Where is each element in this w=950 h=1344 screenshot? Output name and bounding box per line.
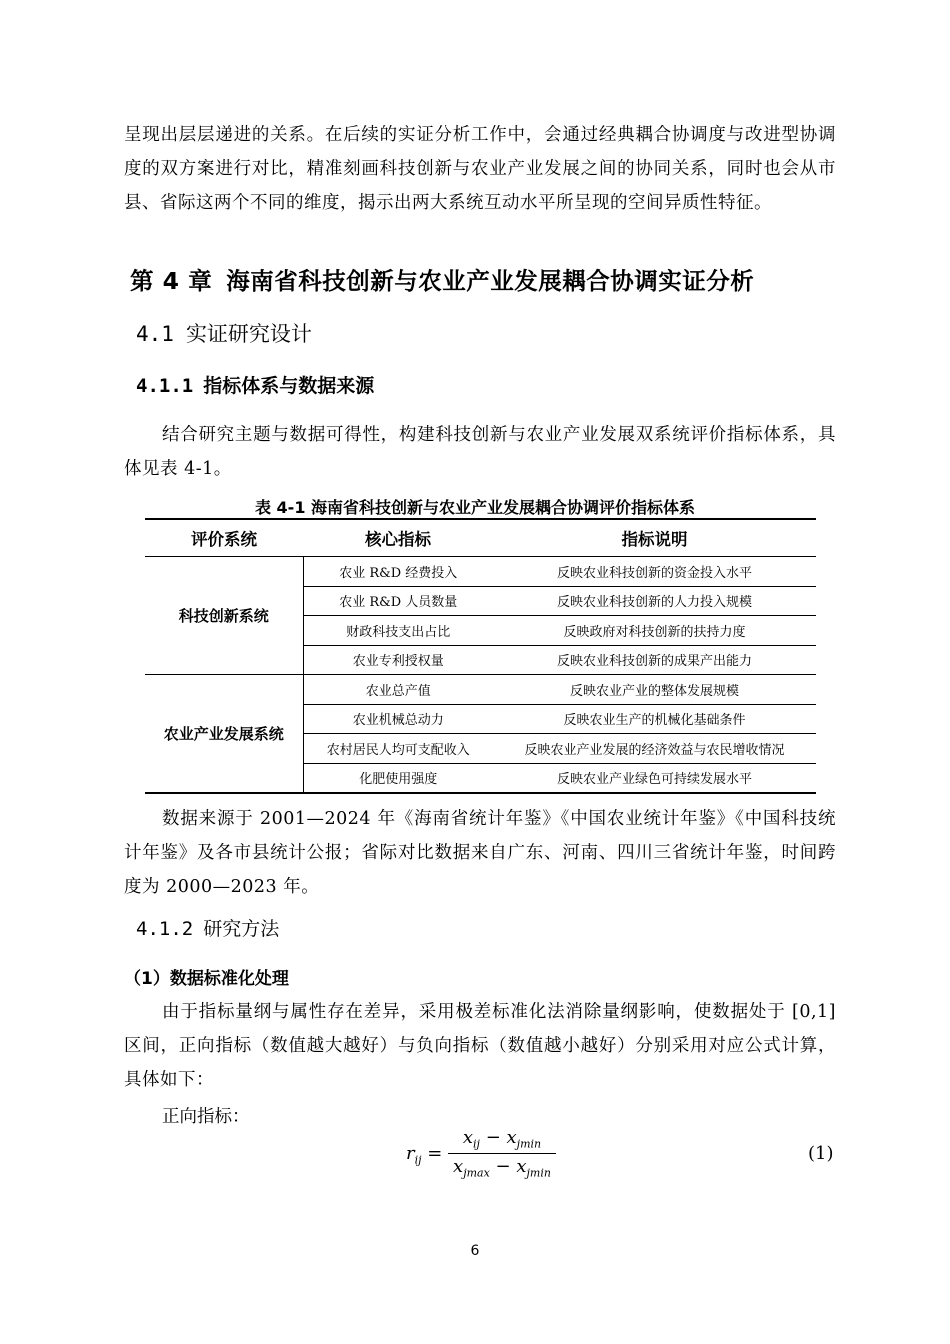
system-cell: 农业产业发展系统 (145, 675, 303, 794)
formula-fraction (448, 1127, 556, 1179)
indicator-cell: 农业总产值 (303, 675, 493, 705)
table-row (145, 675, 816, 705)
equation-number: (1) (808, 1143, 834, 1164)
subsection-number: 4.1.1 (136, 375, 194, 397)
chapter-title: 海南省科技创新与农业产业发展耦合协调实证分析 (226, 267, 755, 295)
subsection-heading-4-1-2 (136, 914, 279, 941)
formula-lhs: $r_{ij}$ = (406, 1143, 443, 1167)
section-title: 实证研究设计 (185, 322, 312, 346)
subsection-title: 研究方法 (203, 918, 280, 940)
header-description: 指标说明 (493, 519, 816, 557)
table-header-row (145, 519, 816, 557)
description-cell: 反映农业产业的整体发展规模 (493, 675, 816, 705)
indicator-cell: 农业专利授权量 (303, 645, 493, 675)
description-cell: 反映农业产业发展的经济效益与农民增收情况 (493, 734, 816, 764)
description-cell: 反映农业科技创新的人力投入规模 (493, 586, 816, 616)
description-cell: 反映农业生产的机械化基础条件 (493, 704, 816, 734)
data-source-paragraph: 数据来源于 2001—2024 年《海南省统计年鉴》《中国农业统计年鉴》《中国科技统计年鉴》及各市县统计公报；省际对比数据来自广东、河南、四川三省统计年鉴，时间跨度为 2000—2023 年。 (124, 809, 836, 897)
section-number: 4.1 (136, 322, 174, 346)
section-heading-4-1 (136, 318, 312, 348)
description-cell: 反映农业科技创新的成果产出能力 (493, 645, 816, 675)
header-indicator: 核心指标 (303, 519, 493, 557)
standardization-paragraph: 由于指标量纲与属性存在差异，采用极差标准化法消除量纲影响，使数据处于 [0,1] 区间，正向指标（数值越大越好）与负向指标（数值越小越好）分别采用对应公式计算，具体如下： (124, 1002, 836, 1090)
table-intro-paragraph: 结合研究主题与数据可得性，构建科技创新与农业产业发展双系统评价指标体系，具体见表 4-1。 (124, 425, 836, 479)
description-cell: 反映农业产业绿色可持续发展水平 (493, 763, 816, 793)
system-cell: 科技创新系统 (145, 557, 303, 675)
table-row (145, 557, 816, 587)
indicator-cell: 农业 R&D 人员数量 (303, 586, 493, 616)
intro-paragraph: 呈现出层层递进的关系。在后续的实证分析工作中，会通过经典耦合协调度与改进型协调度的双方案进行对比，精准刻画科技创新与农业产业发展之间的协同关系，同时也会从市县、省际这两个不同的维度，揭示出两大系统互动水平所呈现的空间异质性特征。 (124, 125, 836, 213)
indicator-table (145, 518, 816, 794)
subsection-heading-4-1-1 (136, 371, 374, 398)
subsection-title: 指标体系与数据来源 (203, 375, 375, 397)
indicator-cell: 农业 R&D 经费投入 (303, 557, 493, 587)
description-cell: 反映政府对科技创新的扶持力度 (493, 616, 816, 646)
table-caption: 表 4-1 海南省科技创新与农业产业发展耦合协调评价指标体系 (254, 498, 696, 517)
indicator-cell: 农村居民人均可支配收入 (303, 734, 493, 764)
page-number: 6 (470, 1243, 480, 1259)
subsection-number: 4.1.2 (136, 918, 194, 940)
formula-numerator: $x_{ij} - x_{jmin}$ (462, 1127, 542, 1151)
chapter-number: 第 4 章 (130, 267, 213, 295)
indicator-cell: 农业机械总动力 (303, 704, 493, 734)
positive-indicator-label: 正向指标： (162, 1107, 250, 1127)
header-system: 评价系统 (145, 519, 303, 557)
description-cell: 反映农业科技创新的资金投入水平 (493, 557, 816, 587)
formula-denominator: $x_{jmax} - x_{jmin}$ (453, 1155, 551, 1180)
indicator-cell: 化肥使用强度 (303, 763, 493, 793)
indicator-cell: 财政科技支出占比 (303, 616, 493, 646)
chapter-heading (124, 262, 754, 296)
method-subheading: （1）数据标准化处理 (124, 969, 289, 989)
